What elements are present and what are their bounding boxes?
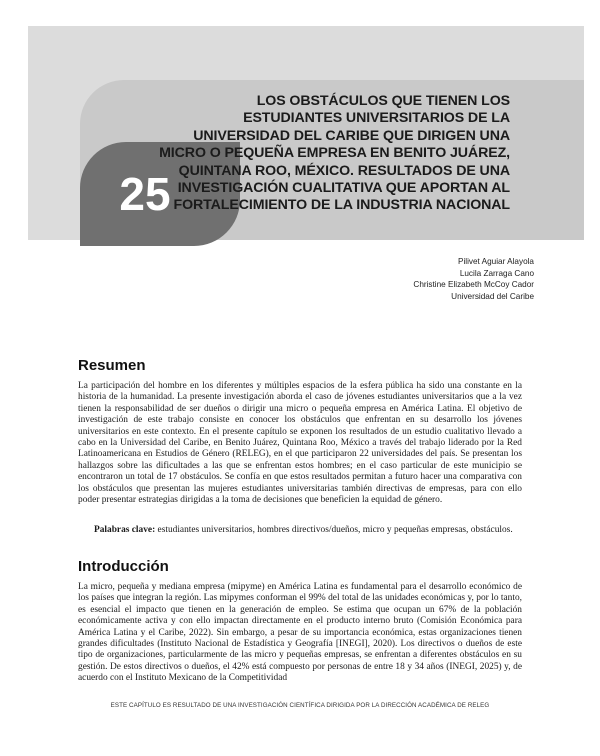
author-name: Christine Elizabeth McCoy Cador: [413, 280, 534, 290]
introduccion-heading: Introducción: [78, 558, 169, 575]
page-footer: ESTE CAPÍTULO ES RESULTADO DE UNA INVESTIGACIÓN CIENTÍFICA DIRIGIDA POR LA DIRECCIÓN ACADÉMICA DE RELEG: [110, 702, 490, 709]
keywords-label: Palabras clave:: [94, 525, 156, 535]
keywords: [78, 525, 522, 536]
resumen-heading: Resumen: [78, 357, 146, 374]
author-affiliation: Universidad del Caribe: [451, 292, 534, 302]
resumen-body: La participación del hombre en los diferentes y múltiples espacios de la esfera pública ha sido una constante en la historia de la humanidad. La presente investigación aborda el caso de jóvenes estudiantes universitarios que a la vez tienen la responsabilidad de ser dueños o dirigir una micro o pequeña empresa en América Latina. El objetivo de investigación de este trabajo consiste en conocer los obstáculos que enfrentan en su desarrollo los jóvenes universitarios en este contexto. En el presente capítulo se exponen los resultados de un estudio cualitativo llevado a cabo en la Universidad del Caribe, en Benito Juárez, Quintana Roo, México a través del trabajo liderado por la Red Latinoamericana en Estudios de Género (RELEG), en el que participaron 22 universidades del país. Se presentan los hallazgos sobre las dificultades a las que se enfrentan estos hombres; en el caso particular de este municipio se encontraron un total de 17 obstáculos. Se confía en que estos resultados permitan a futuro hacer una comparativa con los obstáculos que presentan las mujeres estudiantes universitarias también directivas de empresas, para con ello poder presentar estrategias dirigidas a la toma de decisiones que beneficien la equidad de género.: [78, 381, 522, 506]
keywords-text: estudiantes universitarios, hombres directivos/dueños, micro y pequeñas empresas, obstáculos.: [155, 525, 513, 535]
author-name: Pilivet Aguiar Alayola: [457, 257, 534, 266]
chapter-number: 25: [119, 168, 171, 220]
author-list: [413, 256, 534, 303]
author-name: Lucila Zarraga Cano: [459, 268, 534, 278]
introduccion-body: La micro, pequeña y mediana empresa (mipyme) en América Latina es fundamental para el desarrollo económico de los países que integran la región. Las mipymes conforman el 99% del total de las unidades económicas y, por lo tanto, es esencial el impacto que tienen en la generación de empleo. Se estima que ocupan un 67% de la población económicamente activa y con ello impactan directamente en el producto interno bruto (Comisión Económica para América Latina y el Caribe, 2022). Sin embargo, a pesar de su importancia económica, estas organizaciones tienen grandes dificultades (Instituto Nacional de Estadística y Geografía [INEGI], 2020). Los directivos o dueños de este tipo de organizaciones, particularmente de las micro y pequeñas empresas, se enfrentan a diferentes obstáculos en su gestión. De estos directivos o dueños, el 42% está compuesto por personas de entre 18 y 34 años (INEGI, 2025) y, de acuerdo con el Instituto Mexicano de la Competitividad: [78, 582, 522, 684]
chapter-title: LOS OBSTÁCULOS QUE TIENEN LOS ESTUDIANTES UNIVERSITARIOS DE LA UNIVERSIDAD DEL CARIBE QUE DIRIGEN UNA MICRO O PEQUEÑA EMPRESA EN BENITO JUÁREZ, QUINTANA ROO, MÉXICO. RESULTADOS DE UNA INVESTIGACIÓN CUALITATIVA QUE APORTAN AL FORTALECIMIENTO DE LA INDUSTRIA NACIONAL: [159, 93, 510, 214]
